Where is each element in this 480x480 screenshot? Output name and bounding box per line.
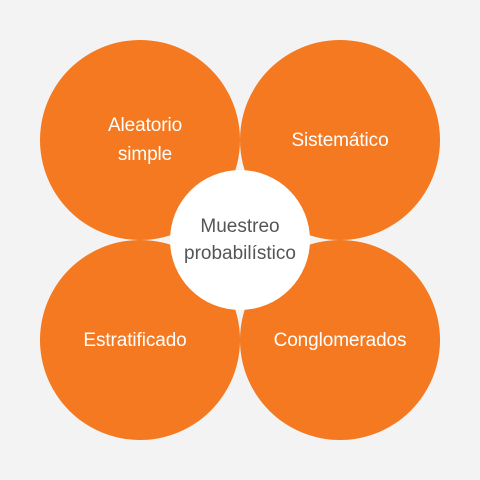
petal-label: Aleatorio simple — [107, 115, 183, 165]
center-circle — [170, 170, 310, 310]
petal-label: Estratificado — [83, 329, 187, 351]
center-label: Muestreo probabilístico — [184, 216, 296, 264]
petal-label: Sistemático — [291, 129, 389, 151]
petal-label: Conglomerados — [273, 329, 407, 351]
